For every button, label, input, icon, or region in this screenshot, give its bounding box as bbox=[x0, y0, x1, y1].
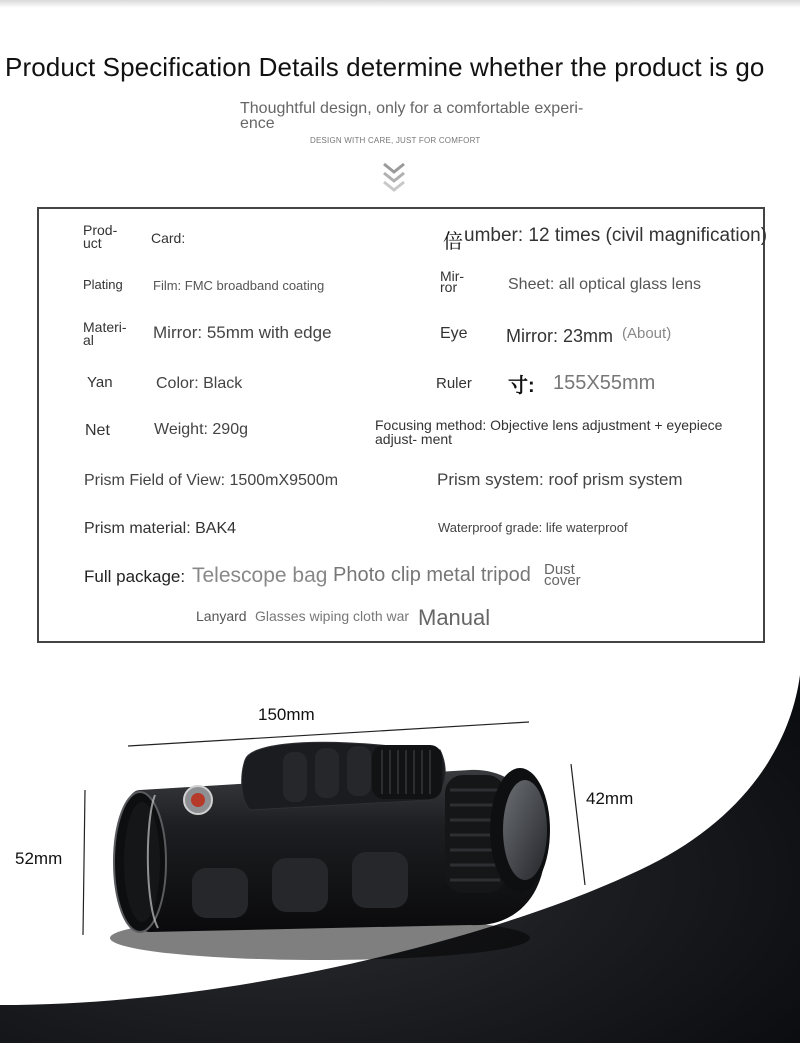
eye-value: Mirror: 23mm bbox=[506, 326, 613, 346]
ruler-value: 155X55mm bbox=[553, 372, 656, 394]
length-dimension-label: 150mm bbox=[258, 705, 315, 724]
package-bag: Telescope bag bbox=[192, 564, 328, 587]
page-caption: DESIGN WITH CARE, JUST FOR COMFORT bbox=[310, 136, 481, 145]
height-dimension-line bbox=[83, 790, 85, 935]
page-subtitle: Thoughtful design, only for a comfortable experi- ence bbox=[240, 100, 584, 132]
number-cjk: 倍 bbox=[443, 231, 463, 253]
net-value: Weight: 290g bbox=[154, 421, 248, 438]
mirror-label: Mir- ror bbox=[440, 268, 465, 295]
package-label: Full package: bbox=[84, 567, 186, 586]
material-value: Mirror: 55mm with edge bbox=[153, 323, 332, 342]
eyepiece-lens bbox=[503, 780, 547, 880]
eye-label: Eye bbox=[440, 325, 468, 342]
waterproof-value: Waterproof grade: life waterproof bbox=[438, 520, 628, 535]
plating-value: Film: FMC broadband coating bbox=[153, 278, 325, 293]
fov-value: Prism Field of View: 1500mX9500m bbox=[84, 472, 339, 489]
net-label: Net bbox=[85, 422, 110, 439]
product-image-area bbox=[0, 660, 800, 1043]
eyepiece-dimension-line bbox=[571, 764, 585, 885]
spec-table bbox=[37, 207, 768, 643]
eyepiece-dimension-label: 42mm bbox=[586, 789, 634, 808]
plating-label: Plating bbox=[83, 277, 123, 292]
ruler-label: Ruler bbox=[436, 375, 472, 392]
product-label: Prod- uct bbox=[83, 222, 118, 251]
package-cloth: Glasses wiping cloth war bbox=[255, 608, 410, 624]
prism-material-value: Prism material: BAK4 bbox=[84, 520, 237, 537]
material-label: Materi- al bbox=[83, 319, 127, 348]
package-clip: Photo clip metal tripod bbox=[333, 564, 531, 586]
prism-system-value: Prism system: roof prism system bbox=[437, 470, 683, 489]
product-value: Card: bbox=[151, 230, 186, 246]
eye-note: (About) bbox=[622, 325, 672, 342]
package-cover: Dust cover bbox=[544, 561, 581, 589]
top-shade bbox=[0, 0, 800, 8]
mirror-value: Sheet: all optical glass lens bbox=[508, 276, 701, 293]
height-dimension-label: 52mm bbox=[15, 849, 63, 868]
monocular-illustration bbox=[0, 660, 800, 1043]
page-headline: Product Specification Details determine whether the product is go bbox=[5, 52, 765, 82]
package-manual: Manual bbox=[418, 605, 491, 630]
color-value: Color: Black bbox=[156, 375, 243, 392]
color-label: Yan bbox=[87, 374, 113, 391]
focus-value: Focusing method: Objective lens adjustment + eyepiece adjust- ment bbox=[375, 417, 723, 447]
number-value: umber: 12 times (civil magnification) bbox=[464, 225, 768, 246]
package-lanyard: Lanyard bbox=[196, 608, 247, 624]
double-chevron-down-icon bbox=[380, 160, 408, 199]
ruler-cjk: 寸: bbox=[508, 375, 535, 397]
